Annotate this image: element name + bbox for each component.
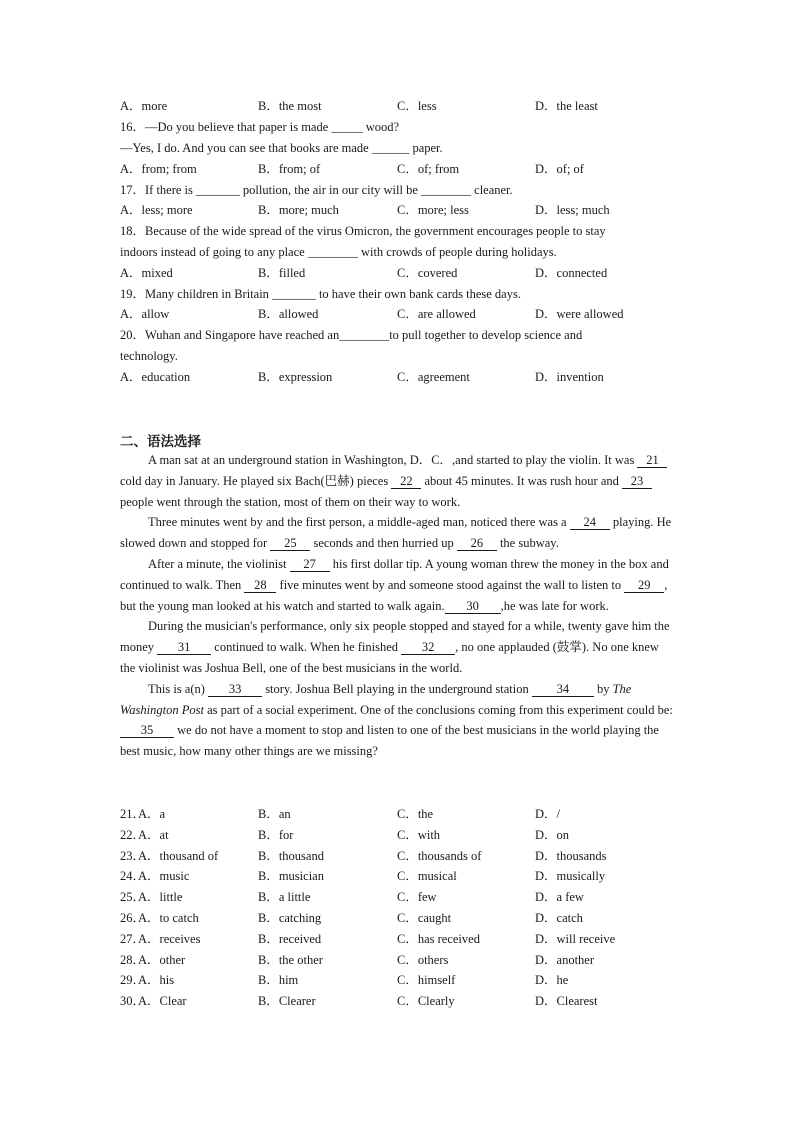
option-b[interactable]: B．for — [258, 827, 294, 842]
option-a[interactable]: A．little — [138, 890, 183, 905]
q19-stem: 19．Many children in Britain _______ to have their own bank cards these days. — [120, 287, 521, 301]
option-d[interactable]: D．catch — [535, 911, 583, 925]
option-b[interactable]: B．allowed — [258, 307, 319, 321]
answer-blank: ________ — [421, 183, 472, 197]
question-23-options — [120, 848, 680, 864]
option-c[interactable]: C．has received — [397, 931, 480, 946]
blank-34[interactable]: 34 — [532, 682, 594, 697]
q20-stem-line1: 20．Wuhan and Singapore have reached an________to pull together to develop science and — [120, 328, 583, 342]
q18-stem-line2: indoors instead of going to any place ________ with crowds of people during holidays. — [120, 245, 557, 259]
option-c[interactable]: C．caught — [397, 911, 452, 925]
option-a[interactable]: A．music — [138, 869, 190, 884]
option-d[interactable]: D．invention — [535, 370, 604, 384]
option-c[interactable]: C．musical — [397, 869, 457, 884]
blank-33[interactable]: 33 — [208, 682, 262, 697]
option-d[interactable]: D．another — [535, 952, 595, 967]
option-a[interactable]: A．a — [138, 807, 166, 821]
option-d[interactable]: D．/ — [535, 807, 561, 821]
newspaper-title: The Washington Post — [120, 681, 632, 717]
option-b[interactable]: B．thousand — [258, 848, 324, 863]
question-number: 27． — [120, 931, 146, 946]
option-c[interactable]: C．thousands of — [397, 848, 482, 863]
question-21-options — [120, 806, 680, 822]
blank-31[interactable]: 31 — [157, 640, 211, 655]
question-number: 25． — [120, 890, 146, 905]
q16-stem: 16．—Do you believe that paper is made _____ wood? — [120, 120, 400, 134]
blank-27[interactable]: 27 — [290, 557, 330, 572]
option-a[interactable]: A．receives — [138, 931, 201, 946]
answer-blank: ________ — [307, 245, 358, 259]
blank-21[interactable]: 21 — [637, 453, 667, 468]
option-d[interactable]: D．musically — [535, 869, 606, 884]
passage-paragraph-4: During the musician's performance, only six people stopped and stayed for a while, twenty gave him the money 31 continued to walk. When he finished 32 , no one applauded (鼓掌). No one knew the violinist was Joshua Bell, one of the best musicians in the world. — [120, 619, 670, 675]
option-c[interactable]: C．agreement — [397, 370, 470, 384]
option-c[interactable]: C．the — [397, 807, 434, 821]
question-24-options — [120, 868, 680, 884]
passage-paragraph-2: Three minutes went by and the first person, a middle-aged man, noticed there was a 24 playing. He slowed down and stopped for 25 seconds and then hurried up 26 the subway. — [120, 515, 672, 551]
option-a[interactable]: A．other — [138, 952, 186, 967]
option-a[interactable]: A．at — [138, 827, 169, 842]
question-number: 21． — [120, 807, 146, 821]
question-number: 29． — [120, 973, 146, 988]
option-c[interactable]: C．of; from — [397, 162, 460, 176]
blank-22[interactable]: 22 — [391, 474, 421, 489]
option-b[interactable]: B．received — [258, 931, 322, 946]
option-c[interactable]: C．others — [397, 952, 449, 967]
answer-blank: ________ — [339, 328, 390, 342]
blank-26[interactable]: 26 — [457, 536, 497, 551]
question-30-options — [120, 993, 680, 1009]
option-c[interactable]: C．Clearly — [397, 994, 455, 1009]
option-b[interactable]: B．from; of — [258, 162, 321, 176]
blank-35[interactable]: 35 — [120, 723, 174, 738]
option-a[interactable]: A．his — [138, 973, 175, 988]
q18-options — [120, 265, 680, 281]
option-d[interactable]: D．thousands — [535, 848, 607, 863]
option-b[interactable]: B．him — [258, 973, 299, 988]
option-c[interactable]: C．himself — [397, 973, 456, 988]
option-d[interactable]: D．less; much — [535, 203, 610, 217]
option-a[interactable]: A．education — [120, 370, 191, 384]
answer-blank: _____ — [331, 120, 363, 134]
option-d[interactable]: D．of; of — [535, 162, 584, 176]
question-28-options — [120, 952, 680, 968]
option-d[interactable]: D．will receive — [535, 931, 616, 946]
q20-stem-line2: technology. — [120, 349, 178, 363]
option-d[interactable]: D．he — [535, 973, 569, 988]
question-number: 22． — [120, 827, 146, 842]
answer-blank: _______ — [196, 183, 240, 197]
option-a[interactable]: A．Clear — [138, 994, 187, 1009]
q18-stem-line1: 18．Because of the wide spread of the virus Omicron, the government encourages people to stay — [120, 224, 606, 238]
blank-32[interactable]: 32 — [401, 640, 455, 655]
question-number: 26． — [120, 911, 146, 925]
option-b[interactable]: B．more; much — [258, 203, 339, 217]
option-c[interactable]: C．covered — [397, 266, 458, 280]
option-d[interactable]: D．the least — [535, 99, 598, 113]
question-26-options — [120, 910, 680, 926]
option-d[interactable]: D．were allowed — [535, 307, 624, 321]
passage-paragraph-5: This is a(n) 33 story. Joshua Bell playing in the underground station 34 by The Washington Post as part of a social experiment. One of the conclusions coming from this experiment could be: 35 we do not have a moment to stop and listen to one of the best musicians in the world playing the best music, how many other things are we missing? — [120, 681, 673, 759]
q20-options — [120, 369, 680, 385]
option-c[interactable]: C．are allowed — [397, 307, 476, 321]
option-b[interactable]: B．catching — [258, 911, 322, 925]
q16-reply: —Yes, I do. And you can see that books are made ______ paper. — [120, 141, 443, 155]
blank-29[interactable]: 29 — [624, 578, 664, 593]
question-27-options — [120, 931, 680, 947]
option-b[interactable]: B．Clearer — [258, 994, 316, 1009]
option-b[interactable]: B．expression — [258, 370, 333, 384]
question-22-options — [120, 827, 680, 843]
option-b[interactable]: B．the most — [258, 99, 322, 113]
answer-blank: _______ — [272, 287, 316, 301]
passage-paragraph-3: After a minute, the violinist 27 his first dollar tip. A young woman threw the money in the box and continued to walk. Then 28 five minutes went by and someone stood against the wall to listen to 29 , but the young man looked at his watch and started to walk again. 30 ,he was late for work. — [120, 556, 669, 613]
question-number: 24． — [120, 869, 146, 884]
option-a[interactable]: A．to catch — [138, 911, 199, 925]
option-c[interactable]: C．more; less — [397, 203, 469, 217]
option-b[interactable]: B．filled — [258, 266, 306, 280]
blank-23[interactable]: 23 — [622, 474, 652, 489]
blank-24[interactable]: 24 — [570, 515, 610, 530]
option-c[interactable]: C．less — [397, 99, 437, 113]
option-a[interactable]: A．allow — [120, 307, 170, 321]
q17-options — [120, 202, 680, 218]
option-d[interactable]: D．connected — [535, 266, 608, 280]
question-number: 30． — [120, 994, 146, 1009]
question-number: 23． — [120, 848, 146, 863]
question-29-options — [120, 972, 680, 988]
option-b[interactable]: B．musician — [258, 869, 324, 884]
section-heading: 二、语法选择 — [120, 434, 201, 450]
option-a[interactable]: A．more — [120, 99, 168, 113]
option-a[interactable]: A．less; more — [120, 203, 193, 217]
q17-stem: 17．If there is _______ pollution, the air in our city will be ________ cleaner. — [120, 183, 513, 197]
question-number: 28． — [120, 952, 146, 967]
option-d[interactable]: D．on — [535, 827, 570, 842]
option-d[interactable]: D．a few — [535, 890, 584, 905]
passage-paragraph-1: A man sat at an underground station in Washington, D．C．,and started to play the violin. It was 21 cold day in January. He played six Bach(巴赫) pieces 22 about 45 minutes. It was rush hour and 23 people went through the station, most of them on their way to work. — [120, 450, 676, 512]
option-b[interactable]: B．the other — [258, 952, 323, 967]
blank-25[interactable]: 25 — [270, 536, 310, 551]
question-25-options — [120, 889, 680, 905]
option-b[interactable]: B．a little — [258, 890, 311, 905]
cloze-passage — [120, 450, 676, 762]
blank-28[interactable]: 28 — [244, 578, 276, 593]
q15-options — [120, 98, 680, 114]
option-a[interactable]: A．mixed — [120, 266, 173, 280]
q19-options — [120, 306, 680, 322]
option-c[interactable]: C．with — [397, 827, 441, 842]
option-a[interactable]: A．from; from — [120, 162, 197, 176]
option-b[interactable]: B．an — [258, 807, 291, 821]
blank-30[interactable]: 30 — [445, 599, 501, 614]
q16-options — [120, 161, 680, 177]
option-a[interactable]: A．thousand of — [138, 848, 219, 863]
option-c[interactable]: C．few — [397, 890, 437, 905]
answer-blank: ______ — [371, 141, 410, 155]
option-d[interactable]: D．Clearest — [535, 994, 598, 1009]
